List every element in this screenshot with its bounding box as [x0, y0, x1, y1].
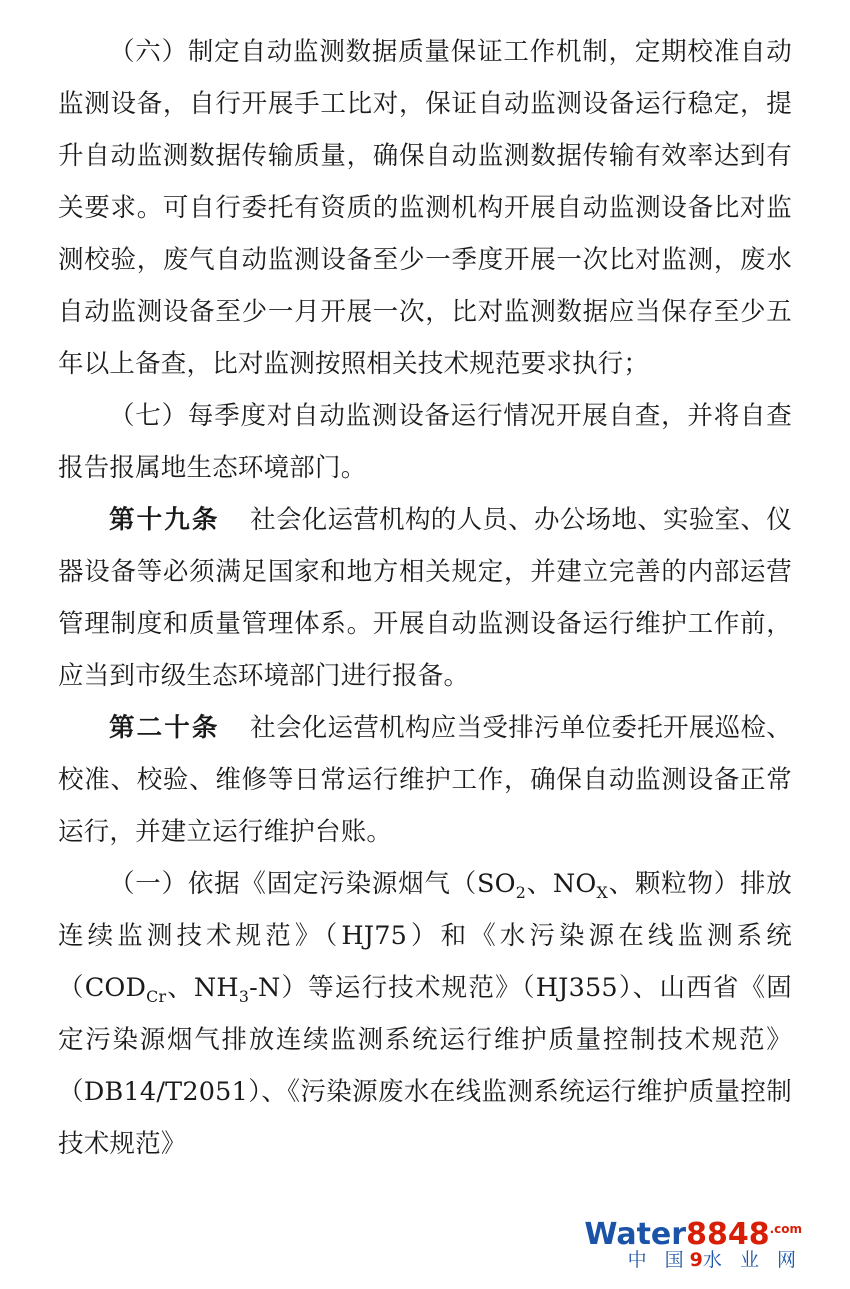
watermark-brand-suffix: .com: [769, 1221, 802, 1236]
paragraph-item-7: （七）每季度对自动监测设备运行情况开展自查，并将自查报告报属地生态环境部门。: [58, 401, 792, 483]
watermark-chinese-left: 中 国: [627, 1249, 690, 1272]
so2-subscript: 2: [515, 883, 527, 903]
article-20-label: 第二十条: [109, 713, 220, 743]
paragraph-article-20: [58, 702, 792, 858]
standards-mid3: 、NH: [166, 973, 239, 1003]
article-19-text: 社会化运营机构的人员、办公场地、实验室、仪器设备等必须满足国家和地方相关规定，并建立完善的内部运营管理制度和质量管理体系。开展自动监测设备运行维护工作前，应当到市级生态环境部门进行报备。: [58, 505, 792, 691]
article-20-text: 社会化运营机构应当受排污单位委托开展巡检、校准、校验、维修等日常运行维护工作，确保自动监测设备正常运行，并建立运行维护台账。: [58, 713, 792, 847]
nh3-subscript: 3: [238, 987, 250, 1007]
watermark-brand-word: Water: [584, 1216, 687, 1252]
paragraph-article-19: [58, 494, 792, 702]
paragraph-item-6: （六）制定自动监测数据质量保证工作机制，定期校准自动监测设备，自行开展手工比对，保证自动监测设备运行稳定，提升自动监测数据传输质量，确保自动监测数据传输有效率达到有关要求。可自行委托有资质的监测机构开展自动监测设备比对监测校验，废气自动监测设备至少一季度开展一次比对监测，废水自动监测设备至少一月开展一次，比对监测数据应当保存至少五年以上备查，比对监测按照相关技术规范要求执行；: [58, 37, 792, 379]
watermark-chinese-nine: 9: [689, 1249, 703, 1272]
cod-subscript: Cr: [146, 987, 167, 1007]
standards-mid1: 、NO: [526, 869, 597, 899]
document-body: [58, 26, 792, 1170]
article-19-label: 第十九条: [109, 505, 220, 535]
watermark-brand: [552, 1216, 802, 1252]
standards-prefix: （一）依据《固定污染源烟气（SO: [109, 869, 516, 899]
watermark-chinese: [552, 1251, 802, 1271]
watermark-brand-number: 8848: [686, 1216, 770, 1252]
paragraph-item-1-standards: [58, 858, 792, 1170]
standards-mid2: 、颗粒物）排放连续监测技术规范》（HJ75）和《水污染源在线监测系统（COD: [58, 869, 792, 1003]
watermark-chinese-right: 水 业 网: [702, 1249, 802, 1272]
nox-subscript: X: [596, 883, 608, 903]
site-watermark: [552, 1216, 802, 1272]
standards-mid4: -N）等运行技术规范》（HJ355）、山西省《固定污染源烟气排放连续监测系统运行维护质量控制技术规范》（DB14/T2051）、《污染源废水在线监测系统运行维护质量控制技术规范》: [58, 973, 792, 1159]
